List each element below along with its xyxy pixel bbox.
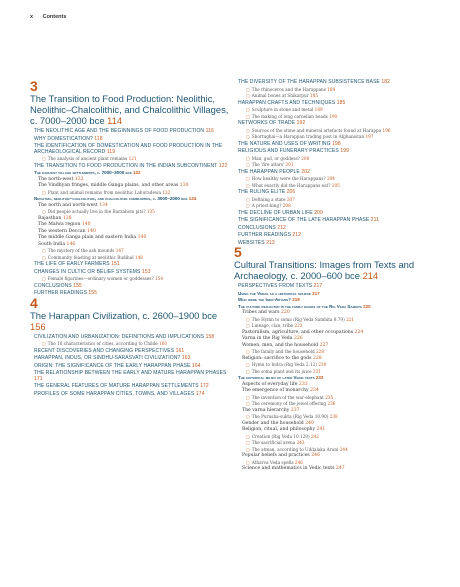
toc-entry-page: 197 [365, 134, 374, 139]
toc-entry-title: The north and north-west [38, 202, 98, 208]
toc-entry[interactable] [34, 164, 232, 170]
toc-entry-page: 247 [335, 466, 345, 471]
toc-entry-page: 226 [293, 336, 303, 341]
toc-entry-page: 147 [115, 248, 124, 253]
toc-entry-title: THE RELATIONSHIP BETWEEN THE EARLY AND MATURE HARAPPAN PHASES [34, 370, 227, 376]
toc-entry[interactable] [34, 144, 232, 155]
toc-entry[interactable] [34, 335, 232, 341]
toc-box-entry[interactable] [42, 341, 232, 347]
toc-entry-page: 231 [313, 368, 321, 374]
toc-entry-page: 196 [382, 127, 391, 133]
toc-entry-page: 234 [310, 388, 319, 393]
toc-entry[interactable] [242, 466, 436, 472]
toc-entry-page: 244 [339, 446, 348, 452]
toc-entry-title: Varna in the Rig Veda [242, 336, 293, 341]
toc-entry-page: 135 [146, 209, 155, 214]
toc-entry-title: Women, men, and the household [242, 342, 319, 348]
chapter-number: 4 [30, 294, 38, 311]
toc-box-entry[interactable] [246, 156, 436, 162]
toc-entry[interactable] [238, 297, 436, 303]
toc-entry-page: 119 [106, 148, 116, 155]
chapter-page-number: 214 [362, 270, 379, 281]
toc-entry-page: 138 [62, 215, 72, 221]
toc-entry-page: 198 [332, 140, 341, 147]
toc-entry-title: Shortughai—a Harappan trading post in Afghanistan [251, 134, 365, 139]
toc-entry-title: The making of long carnelian beads [251, 113, 328, 119]
toc-entry-title: THE NATURE AND USES OF WRITING [238, 140, 331, 147]
toc-entry-page: 206 [286, 189, 296, 195]
toc-entry[interactable] [238, 211, 436, 217]
toc-box-entry[interactable] [246, 395, 436, 401]
toc-box-entry[interactable] [246, 107, 436, 113]
toc-entry-title: THE HARAPPAN PEOPLE [238, 168, 300, 175]
toc-entry-title: Sources of the stone and mineral artefacts found at Harappa [251, 127, 382, 133]
chapter-title-text: The Transition to Food Production: Neolithic, Neolithic–Chalcolithic, and Chalcolithic Villages, c. 7000–2000 bce [30, 93, 229, 126]
toc-entry-title: The ceremony of the jewel offering [251, 401, 327, 406]
toc-entry-title: CONCLUSIONS [238, 224, 276, 231]
toc-entry-title: FURTHER READINGS [238, 232, 291, 238]
toc-entry-title: Female figurines—ordinary women or goddesses? [47, 276, 154, 281]
toc-entry-title: Aspects of everyday life [242, 381, 298, 387]
toc-entry-page: 238 [329, 414, 338, 419]
toc-box-entry[interactable] [246, 114, 436, 120]
toc-entry-page: 134 [188, 196, 197, 201]
toc-entry[interactable] [242, 453, 436, 459]
toc-entry-page: 199 [340, 148, 349, 154]
toc-box-entry[interactable] [42, 255, 232, 261]
toc-entry-title: FURTHER READINGS [34, 290, 87, 296]
toc-entry-title: THE NEOLITHIC AGE AND THE BEGINNINGS OF FOOD PRODUCTION [34, 128, 205, 134]
toc-box-entry[interactable] [246, 362, 436, 368]
toc-entry[interactable] [238, 233, 436, 239]
toc-box-entry[interactable] [246, 87, 436, 93]
chapter-heading[interactable] [234, 246, 436, 281]
toc-entry-page: 189 [314, 107, 323, 112]
toc-box-entry[interactable] [246, 434, 436, 440]
toc-entry-title: The Malwa region [38, 222, 81, 227]
toc-entry-page: 230 [318, 362, 327, 367]
toc-entry-page: 233 [298, 381, 308, 387]
toc-entry-page: 242 [310, 433, 319, 439]
toc-box-entry[interactable] [246, 162, 436, 168]
toc-entry-title: RELIGIOUS AND FUNERARY PRACTICES [238, 148, 339, 154]
toc-entry[interactable] [238, 142, 436, 148]
page-number: x [30, 14, 34, 20]
toc-entry-page: 207 [286, 196, 295, 202]
chapter-page-number: 114 [107, 115, 123, 126]
toc-entry[interactable] [238, 80, 436, 86]
toc-entry-page: 134 [99, 202, 108, 208]
toc-entry-title: Who were the Indo-Aryans? [238, 297, 292, 302]
toc-box-entry[interactable] [246, 176, 436, 182]
toc-entry-title: How healthy were the Harappans? [251, 176, 326, 181]
toc-entry-page: 227 [319, 342, 329, 348]
toc-entry-title: The 'fire altars' [251, 162, 285, 167]
toc-entry[interactable] [242, 343, 436, 349]
toc-entry-page: 122 [74, 176, 84, 182]
toc-entry-page: 116 [205, 128, 214, 134]
toc-entry-title: WEBSITES [238, 239, 265, 246]
toc-entry[interactable] [34, 137, 232, 143]
toc-box-entry[interactable] [246, 447, 436, 453]
toc-entry-page: 140 [81, 222, 91, 227]
toc-entry-title: The sacrificial arena [251, 440, 296, 445]
toc-entry[interactable] [34, 270, 232, 276]
toc-entry-title: Religion, ritual, and philosophy [242, 427, 316, 432]
toc-entry-page: 209 [314, 209, 323, 216]
toc-entry-title: HARAPPAN CRAFTS AND TECHNIQUES [238, 99, 336, 106]
toc-entry-page: 192 [296, 120, 306, 126]
toc-entry-title: Rajasthan [38, 215, 62, 221]
toc-entry[interactable] [38, 203, 232, 209]
toc-entry-page: 228 [312, 355, 322, 361]
toc-entry[interactable] [242, 388, 436, 394]
toc-entry-page: 201 [285, 162, 294, 167]
toc-entry-title: THE TRANSITION TO FOOD PRODUCTION IN THE INDIAN SUBCONTINENT [34, 162, 218, 169]
toc-entry-page: 184 [327, 86, 336, 92]
toc-entry-title: The Hymn to soma (Rig Veda Samhita 8.79) [251, 316, 345, 322]
toc-entry-title: The rhinoceros and the Harappans [251, 86, 326, 92]
toc-box-entry[interactable] [246, 460, 436, 466]
toc-box-entry[interactable] [246, 401, 436, 407]
toc-entry-page: 246 [294, 459, 303, 465]
toc-entry-title: CIVILIZATION AND URBANIZATION: DEFINITIONS AND IMPLICATIONS [34, 333, 205, 340]
chapter-title [30, 310, 232, 332]
toc-entry-title: PROFILES OF SOME HARAPPAN CITIES, TOWNS, AND VILLAGES [34, 390, 195, 397]
toc-entry[interactable] [34, 364, 232, 370]
toc-entry-page: 217 [312, 290, 320, 296]
toc-entry-page: 205 [331, 182, 340, 188]
toc-entry-page: 211 [370, 217, 380, 223]
toc-entry-title: Pastoralism, agriculture, and other occupations [242, 329, 354, 335]
toc-box-entry[interactable] [42, 156, 232, 162]
toc-entry-title: Creation (Rig Veda 10.129) [251, 433, 310, 439]
toc-entry[interactable] [34, 384, 232, 390]
toc-entry-page: 153 [141, 268, 151, 275]
toc-entry[interactable] [34, 284, 232, 290]
toc-entry[interactable] [38, 222, 232, 228]
toc-entry-title: Religion: sacrifice to the gods [242, 355, 312, 361]
toc-entry-page: 213 [266, 239, 275, 246]
toc-entry-page: 146 [66, 241, 76, 247]
toc-entry-page: 237 [290, 407, 300, 413]
toc-entry[interactable] [38, 242, 232, 248]
chapter-title [30, 93, 232, 126]
toc-entry[interactable] [34, 392, 232, 398]
toc-entry-page: 221 [346, 316, 355, 322]
toc-entry-title: The analysis of ancient plant remains [47, 156, 128, 161]
toc-entry-title: The varna hierarchy [242, 407, 290, 413]
toc-entry-page: 212 [277, 224, 286, 231]
toc-entry-page: 164 [191, 362, 201, 369]
chapter-number: 5 [234, 244, 242, 260]
toc-box-entry[interactable] [246, 440, 436, 446]
toc-entry[interactable] [34, 349, 232, 355]
toc-entry-page: 220 [363, 303, 371, 309]
toc-box-entry[interactable] [246, 203, 436, 209]
toc-entry[interactable] [238, 218, 436, 224]
toc-entry-page: 219 [292, 297, 300, 302]
toc-entry-page: 224 [354, 329, 364, 335]
toc-entry-title: THE SIGNIFICANCE OF THE LATE HARAPPAN PHASE [238, 217, 370, 223]
toc-entry-title: PERSPECTIVES FROM TEXTS [238, 283, 313, 289]
toc-entry-page: 217 [313, 283, 323, 289]
toc-entry-page: 155 [73, 282, 82, 289]
toc-entry-page: 122 [133, 170, 141, 175]
toc-entry-title: Tribes and wars [242, 310, 280, 315]
toc-box-entry[interactable] [246, 349, 436, 355]
toc-entry-page: 220 [281, 310, 290, 315]
toc-entry-page: 182 [381, 79, 391, 85]
toc-entry-title: ORIGIN: THE SIGNIFICANCE OF THE EARLY HARAPPAN PHASE [34, 362, 191, 369]
toc-entry-title: South India [38, 241, 66, 247]
toc-entry-page: 155 [88, 290, 98, 296]
toc-entry-page: 228 [316, 349, 324, 354]
toc-box-entry[interactable] [246, 93, 436, 99]
toc-box-entry[interactable] [246, 414, 436, 420]
toc-entry[interactable] [242, 330, 436, 336]
toc-entry-title: Plant and animal remains from neolithic Lahuradewa [47, 189, 162, 195]
chapter-title-text: The Harappan Civilization, c. 2600–1900 bce [30, 309, 218, 321]
toc-entry-title: Atharva Veda spells [251, 459, 294, 465]
toc-entry-title: Using the Vedas as a historical source [238, 290, 311, 296]
toc-entry-page: 202 [301, 168, 310, 175]
toc-entry-page: 236 [327, 401, 336, 406]
toc-entry[interactable] [238, 375, 436, 381]
chapter-number: 3 [30, 78, 38, 94]
toc-entry-page: 140 [87, 228, 96, 234]
toc-entry[interactable] [242, 336, 436, 342]
toc-entry-page: 241 [316, 427, 326, 432]
toc-entry-title: Science and mathematics in Vedic texts [242, 466, 335, 471]
toc-entry-title: THE DECLINE OF URBAN LIFE [238, 209, 313, 216]
toc-entry-title: Animal bones at Shikarpur [251, 93, 309, 98]
toc-entry-title: Lineage, clan, tribe [251, 323, 294, 328]
toc-entry-title: HARAPPAN, INDUS, OR SINDHU-SARASVATI CIVILIZATION? [34, 355, 181, 361]
toc-entry-page: 172 [200, 383, 209, 389]
toc-entry[interactable] [238, 149, 436, 155]
toc-box-entry[interactable] [42, 209, 232, 215]
toc-entry[interactable] [238, 101, 436, 107]
toc-entry-page: 246 [311, 453, 321, 458]
toc-entry[interactable] [242, 421, 436, 427]
toc-entry-title: The soma plant and its juice [251, 368, 312, 374]
toc-entry[interactable] [238, 284, 436, 290]
toc-entry-title: Neolithic, neolithic–chalcolithic, and chalcolithic communities, c. 3000–2000 bce [34, 196, 188, 201]
toc-entry-title: THE LIFE OF EARLY FARMERS [34, 261, 110, 267]
chapter-title-text: Cultural Transitions: Images from Texts and Archaeology, c. 2000–600 bce [234, 259, 415, 281]
toc-entry-page: 161 [175, 347, 185, 354]
toc-entry-page: 148 [134, 254, 143, 260]
toc-box-entry[interactable] [246, 317, 436, 323]
toc-entry[interactable] [34, 170, 232, 176]
toc-entry-page: 158 [205, 333, 215, 340]
toc-entry-title: Man, god, or goddess? [251, 155, 300, 161]
toc-entry[interactable] [242, 408, 436, 414]
toc-entry-title: The atman, according to Uddalaka Aruni [251, 446, 339, 452]
toc-entry-page: 208 [282, 203, 291, 208]
toc-entry-page: 140 [137, 235, 147, 240]
running-header [30, 14, 66, 20]
toc-entry[interactable] [238, 291, 436, 297]
toc-entry-title: The middle Ganga plain and eastern India [38, 235, 137, 240]
toc-entry-page: 121 [128, 156, 137, 161]
toc-box-entry[interactable] [246, 134, 436, 140]
running-title: Contents [42, 14, 67, 20]
toc-entry-title: The invention of the war-elephant [251, 394, 324, 400]
toc-entry-page: 151 [111, 261, 120, 267]
chapter-page-number: 156 [30, 320, 46, 332]
toc-entry-title: WHY DOMESTICATION? [34, 135, 93, 142]
toc-entry[interactable] [238, 121, 436, 127]
toc-entry[interactable] [242, 356, 436, 362]
toc-entry[interactable] [34, 262, 232, 268]
toc-entry-page: 185 [310, 93, 319, 98]
toc-entry[interactable] [238, 190, 436, 196]
toc-entry-title: Defining a state [251, 196, 286, 202]
toc-entry[interactable] [34, 196, 232, 202]
toc-box-entry[interactable] [246, 323, 436, 329]
toc-entry-title: The north-west [38, 176, 74, 182]
toc-entry-title: The Purusha-sukta (Rig Veda 10.90) [251, 414, 329, 419]
toc-entry[interactable] [34, 129, 232, 135]
toc-entry-page: 212 [292, 232, 302, 238]
toc-entry-page: 235 [325, 394, 334, 400]
chapter-heading[interactable] [30, 80, 232, 126]
toc-entry-page: 204 [326, 176, 335, 181]
toc-entry-page: 118 [94, 135, 103, 142]
toc-entry-title: The culture reflected in the family books of the Rig Veda Samhita [238, 303, 362, 309]
toc-entry[interactable] [242, 382, 436, 388]
toc-entry-title: Popular beliefs and practices [242, 453, 310, 458]
toc-entry-page: 200 [301, 155, 310, 161]
toc-entry[interactable] [242, 310, 436, 316]
toc-entry-title: The mystery of the ash mounds [47, 248, 115, 253]
toc-entry-title: What exactly did the Harappans eat? [251, 182, 331, 188]
toc-entry-title: CHANGES IN CULTIC OR BELIEF SYSTEMS [34, 268, 141, 275]
toc-entry-title: The earliest village settlements, c. 7000–3000 bce [34, 170, 132, 175]
toc-entry-page: 122 [218, 162, 228, 169]
toc-entry-page: 160 [159, 341, 168, 346]
toc-entry[interactable] [38, 229, 232, 235]
toc-entry-page: 240 [305, 420, 314, 426]
toc-entry-title: THE DIVERSITY OF THE HARAPPAN SUBSISTENCE BASE [238, 79, 380, 85]
toc-entry[interactable] [238, 226, 436, 232]
toc-entry[interactable] [38, 216, 232, 222]
toc-entry-title: The historical milieu of later Vedic texts [238, 375, 315, 380]
toc-entry-title: NETWORKS OF TRADE [238, 120, 296, 126]
chapter-title [234, 259, 436, 281]
toc-entry-title: CONCLUSIONS [34, 282, 72, 289]
toc-entry-title: Community feasting at neolithic Budihal [47, 254, 134, 260]
toc-box-entry[interactable] [42, 190, 232, 196]
toc-entry-page: 243 [296, 440, 305, 445]
toc-entry-page: 130 [179, 183, 189, 188]
toc-entry-page: 154 [155, 276, 164, 281]
toc-box-entry[interactable] [246, 183, 436, 189]
toc-entry-title: Hymn to Indra (Rig Veda 2.12) [251, 362, 317, 367]
toc-entry-page: 233 [315, 375, 324, 380]
toc-box-entry[interactable] [42, 248, 232, 254]
toc-entry[interactable] [242, 427, 436, 433]
toc-entry-title: THE IDENTIFICATION OF DOMESTICATION AND FOOD PRODUCTION IN THE ARCHAEOLOGICAL RECORD [34, 143, 223, 155]
toc-entry-page: 163 [181, 355, 191, 361]
toc-entry[interactable] [238, 170, 436, 176]
toc-box-entry[interactable] [246, 128, 436, 134]
toc-box-entry[interactable] [42, 276, 232, 282]
toc-entry-page: 174 [195, 390, 205, 397]
toc-entry-title: Gender and the household [242, 420, 304, 426]
toc-entry-title: The Vindhyan fringes, middle Ganga plains, and other areas [38, 183, 179, 188]
toc-entry-title: THE GENERAL FEATURES OF MATURE HARAPPAN SETTLEMENTS [34, 383, 199, 389]
toc-entry-title: The emergence of monarchy [242, 388, 309, 393]
toc-entry[interactable] [38, 183, 232, 189]
toc-column-left [30, 80, 232, 397]
toc-entry-title: THE RULING ELITE [238, 189, 286, 195]
toc-entry-title: Did people actually live in the Burzahom pits? [47, 209, 146, 214]
toc-entry[interactable] [38, 177, 232, 183]
toc-column-right [234, 78, 436, 472]
toc-entry-page: 190 [329, 113, 338, 119]
toc-entry-page: 132 [162, 189, 171, 195]
toc-entry-title: Sculpture in stone and metal [251, 107, 314, 112]
toc-box-entry[interactable] [246, 197, 436, 203]
toc-entry[interactable] [38, 235, 232, 241]
toc-entry[interactable] [34, 371, 232, 382]
toc-entry-title: The 10 characteristics of cities, according to Childe [47, 341, 158, 346]
toc-entry-title: A priest-king? [251, 203, 282, 208]
toc-entry-title: The family and the household [251, 349, 315, 354]
toc-entry-title: The western Deccan [38, 228, 86, 234]
toc-entry-page: 223 [294, 323, 303, 328]
toc-entry[interactable] [238, 304, 436, 310]
toc-entry[interactable] [34, 356, 232, 362]
toc-entry-title: RECENT DISCOVERIES AND CHANGING PERSPECTIVES [34, 347, 175, 354]
toc-box-entry[interactable] [246, 369, 436, 375]
chapter-heading[interactable] [30, 294, 232, 332]
toc-entry-page: 171 [34, 375, 43, 382]
toc-entry-page: 185 [336, 99, 346, 106]
